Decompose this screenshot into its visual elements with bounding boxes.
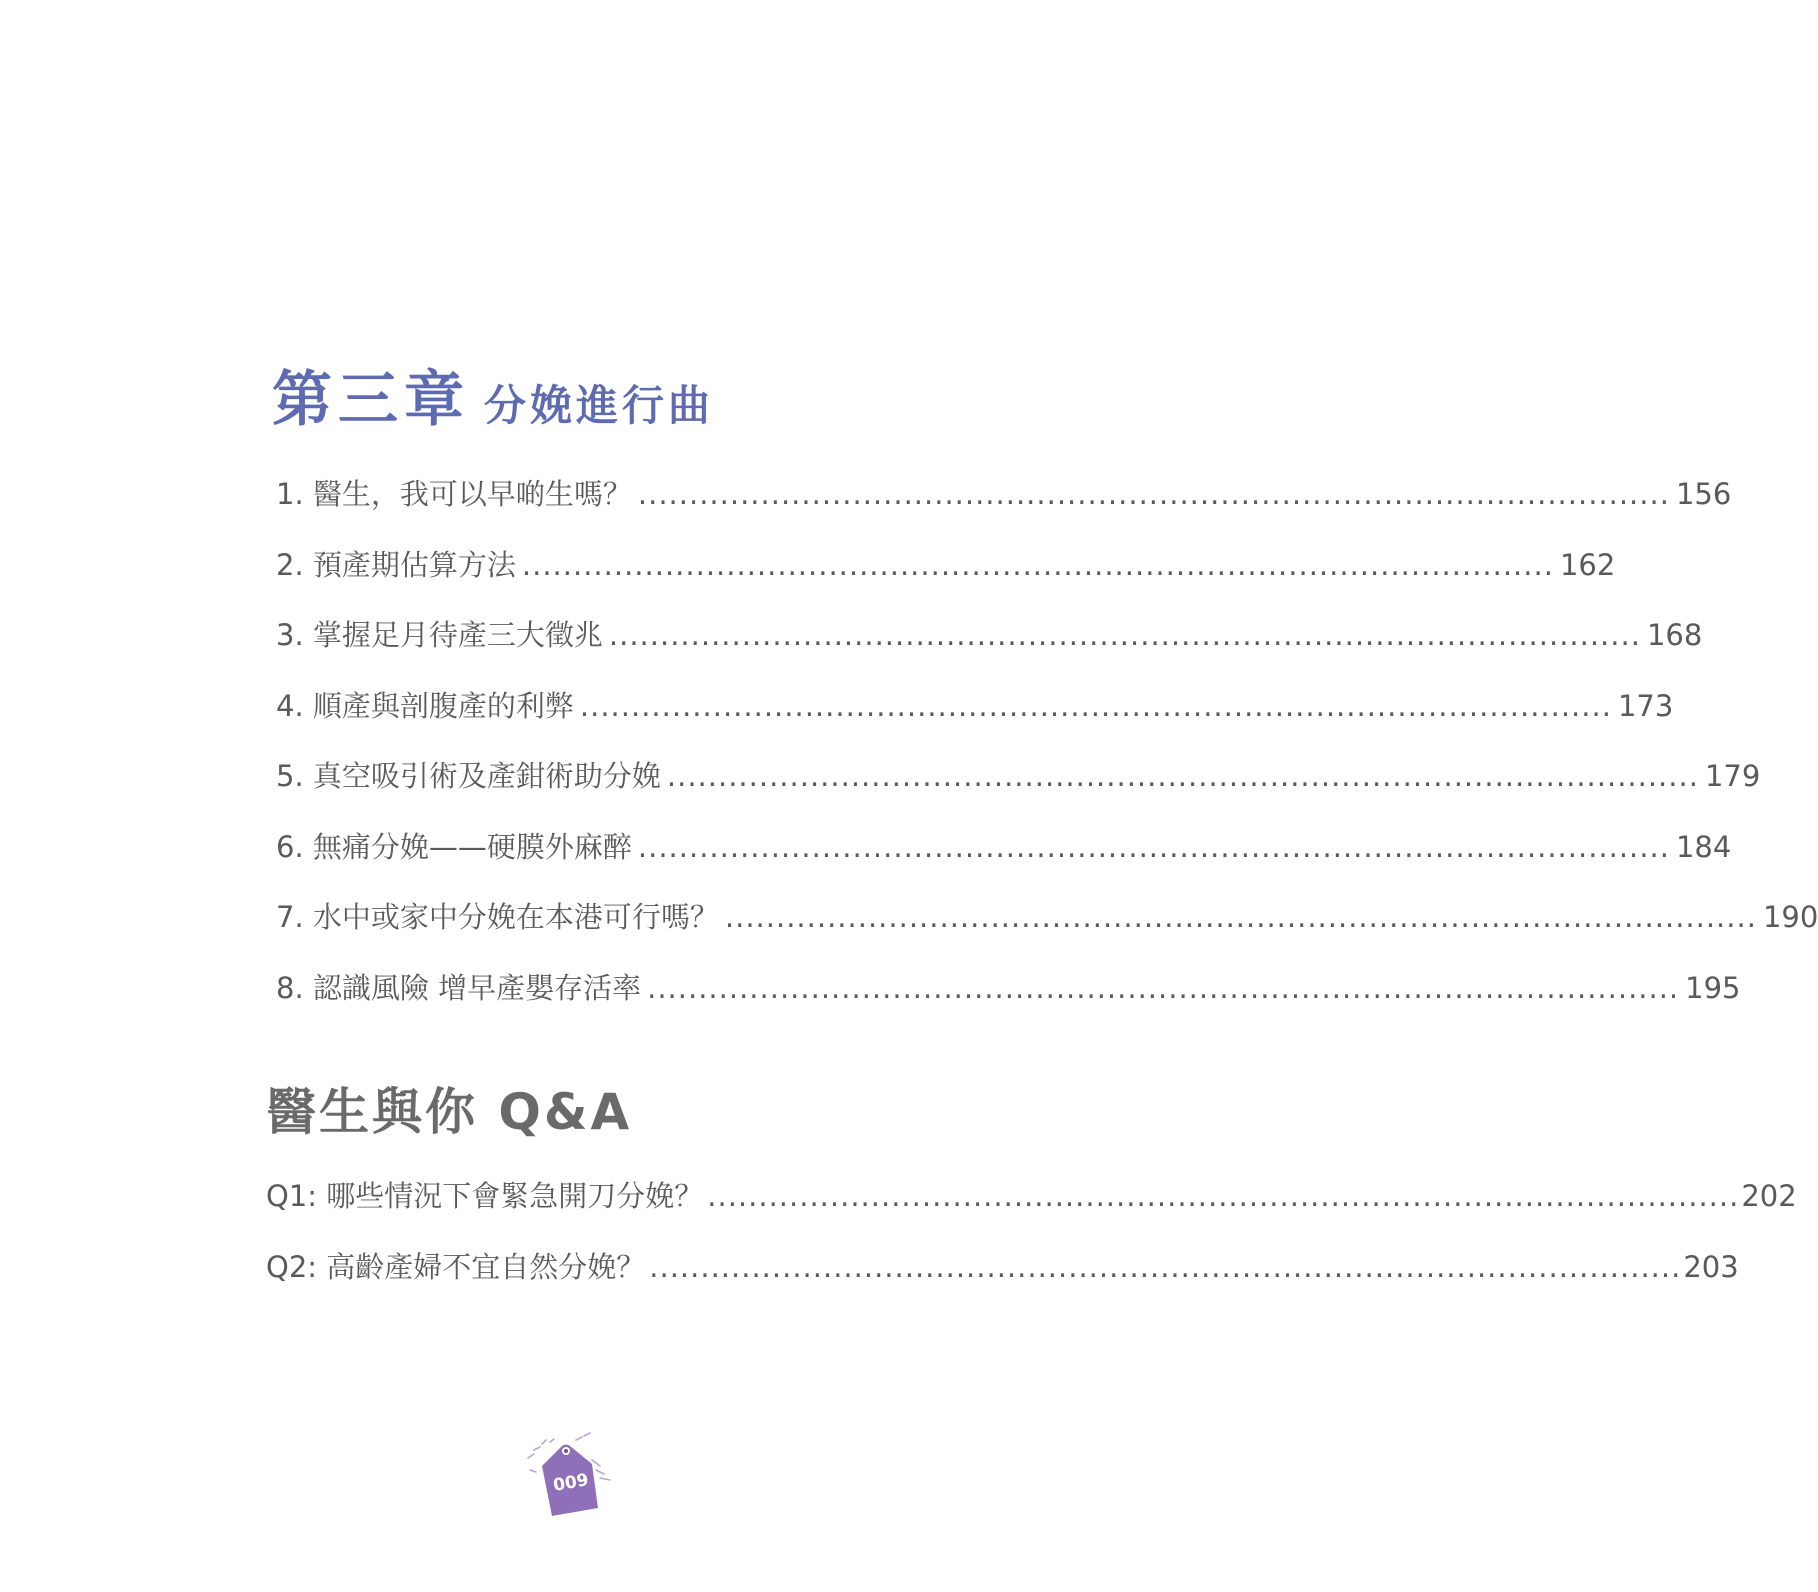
- page-number: 009: [551, 1470, 591, 1496]
- toc-entry-title: 4. 順產與剖腹產的利弊: [276, 689, 574, 723]
- toc-entry[interactable]: [276, 968, 1741, 1008]
- chapter-number: 第三章: [272, 365, 470, 435]
- toc-dot-leader: .....................................................................................................: [649, 1250, 1682, 1284]
- toc-page-number: 195: [1685, 971, 1741, 1005]
- toc-entry-title: 6. 無痛分娩——硬膜外麻醉: [276, 830, 632, 864]
- toc-entry[interactable]: [276, 756, 1761, 796]
- toc-dot-leader: .....................................................................................................: [637, 830, 1670, 864]
- toc-dot-leader: .....................................................................................................: [707, 1179, 1740, 1213]
- toc-entry[interactable]: [276, 615, 1703, 655]
- toc-page-number: 190: [1762, 900, 1818, 934]
- toc-page-number: 202: [1741, 1179, 1797, 1213]
- toc-entry-title: 1. 醫生，我可以早啲生嗎？: [276, 477, 632, 511]
- toc-dot-leader: .....................................................................................................: [724, 900, 1757, 934]
- toc-dot-leader: .....................................................................................................: [666, 759, 1699, 793]
- chapter-title: 分娩進行曲: [484, 381, 715, 430]
- toc-dot-leader: .....................................................................................................: [647, 971, 1680, 1005]
- toc-entry[interactable]: [276, 897, 1818, 937]
- toc-entry-title: Q1: 哪些情況下會緊急開刀分娩？: [266, 1179, 704, 1213]
- toc-entry-title: 3. 掌握足月待產三大徵兆: [276, 618, 603, 652]
- toc-page-number: 156: [1675, 477, 1732, 511]
- toc-page-number: 173: [1617, 689, 1674, 723]
- toc-entry-title: 7. 水中或家中分娩在本港可行嗎？: [276, 900, 719, 934]
- toc-entry[interactable]: [266, 1247, 1739, 1287]
- toc-entry-title: 8. 認識風險 增早產嬰存活率: [276, 971, 642, 1005]
- toc-entry[interactable]: [276, 827, 1732, 867]
- toc-entry[interactable]: [276, 686, 1674, 726]
- toc-entry[interactable]: [276, 545, 1616, 585]
- toc-page-number: 162: [1559, 548, 1616, 582]
- toc-page-number: 168: [1646, 618, 1703, 652]
- toc-dot-leader: .....................................................................................................: [579, 689, 1612, 723]
- toc-page-number: 184: [1675, 830, 1732, 864]
- toc-entry[interactable]: [266, 1176, 1797, 1216]
- toc-dot-leader: .....................................................................................................: [521, 548, 1554, 582]
- toc-page-number: 179: [1704, 759, 1761, 793]
- toc-page-number: 203: [1683, 1250, 1739, 1284]
- toc-entry-title: 2. 預產期估算方法: [276, 548, 516, 582]
- qa-heading: 醫生與你 Q&A: [266, 1083, 633, 1141]
- toc-entry[interactable]: [276, 474, 1732, 514]
- toc-entry-title: Q2: 高齡產婦不宜自然分娩？: [266, 1250, 646, 1284]
- toc-dot-leader: .....................................................................................................: [637, 477, 1670, 511]
- toc-entry-title: 5. 真空吸引術及產鉗術助分娩: [276, 759, 661, 793]
- chapter-heading: [272, 352, 714, 438]
- toc-dot-leader: .....................................................................................................: [608, 618, 1641, 652]
